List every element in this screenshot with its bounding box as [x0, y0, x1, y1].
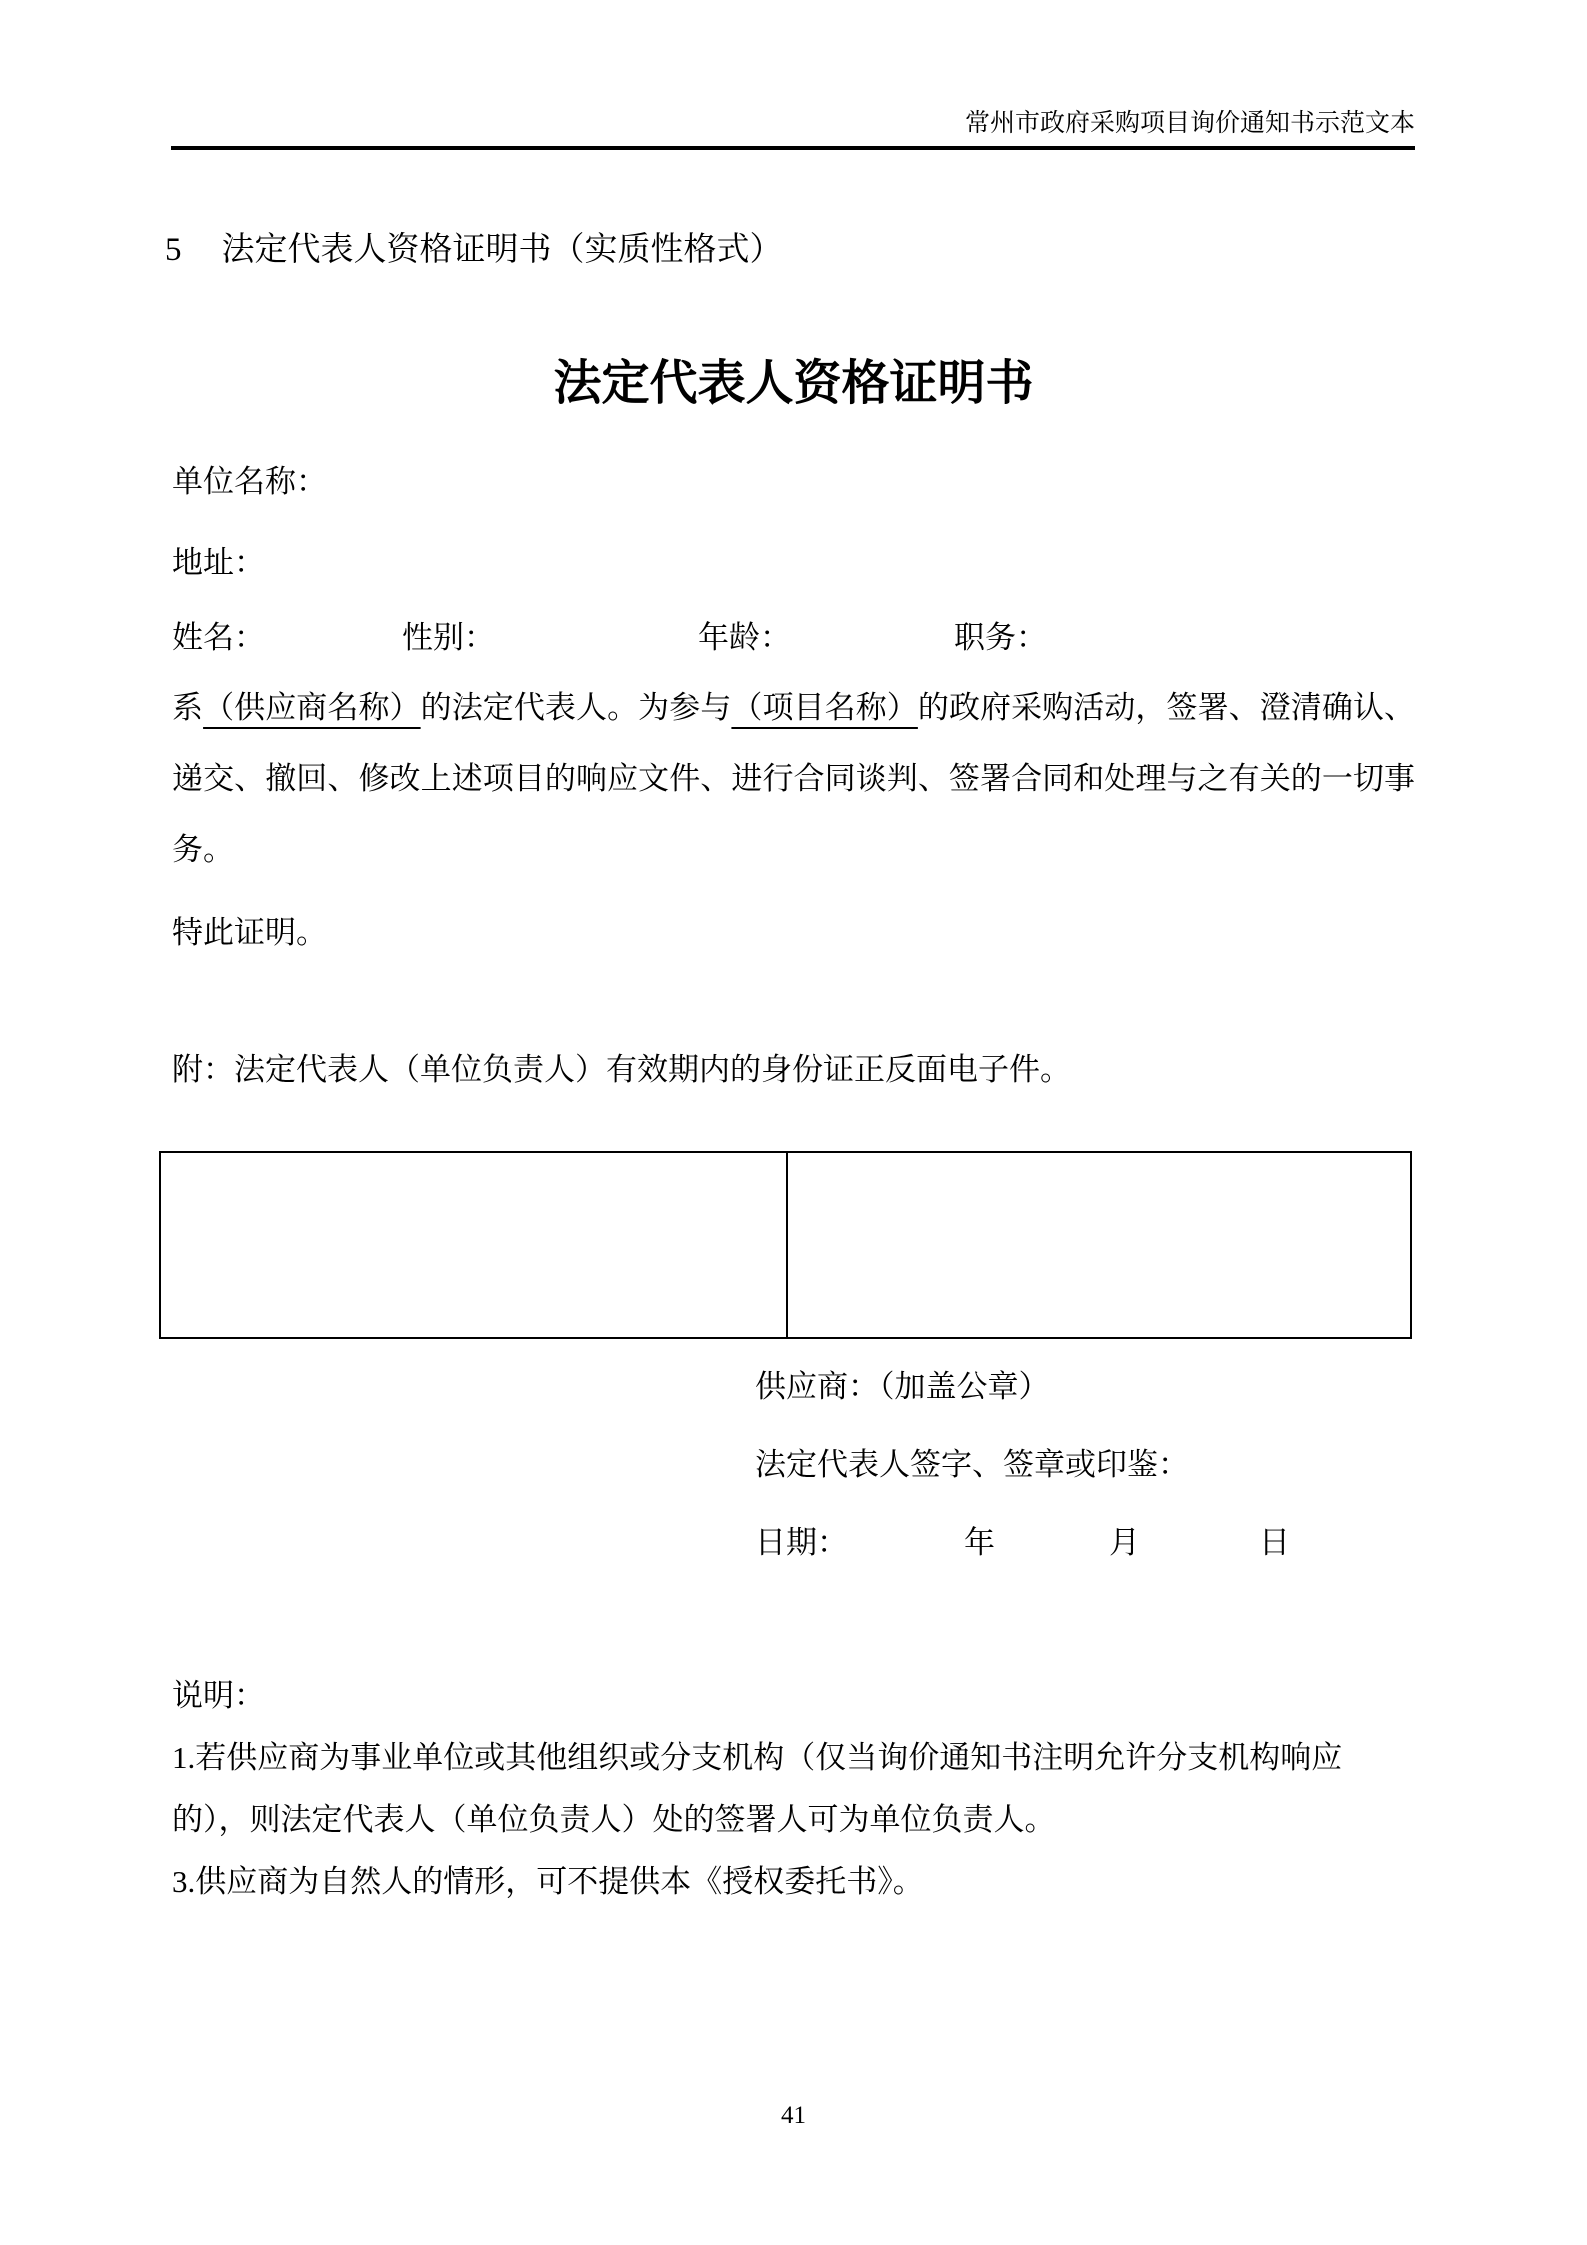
date-day-label: 日 [1259, 1525, 1290, 1560]
unit-name-label: 单位名称： [172, 464, 327, 499]
body-middle: 的法定代表人。为参与 [420, 690, 732, 725]
note-1-line-2: 的），则法定代表人（单位负责人）处的签署人可为单位负责人。 [172, 1802, 1056, 1837]
note-3: 3.供应商为自然人的情形，可不提供本《授权委托书》。 [172, 1864, 924, 1899]
section-heading [165, 230, 783, 270]
address-label: 地址： [172, 545, 265, 580]
page-header-text: 常州市政府采购项目询价通知书示范文本 [964, 110, 1415, 137]
page-number: 41 [781, 2102, 806, 2129]
age-label: 年龄： [698, 620, 791, 655]
id-card-back-cell [788, 1153, 1411, 1337]
certificate-title: 法定代表人资格证明书 [553, 357, 1034, 410]
id-card-front-cell [161, 1153, 788, 1337]
notes-label: 说明： [172, 1678, 265, 1713]
body-tail: 的政府采购活动，签署、澄清确认、递交、撤回、修改上述项目的响应文件、进行合同谈判、签署合同和处理与之有关的一切事务。 [172, 690, 1416, 867]
date-year-label: 年 [964, 1525, 995, 1560]
date-label: 日期： [755, 1525, 848, 1560]
supplier-seal-line: 供应商：（加盖公章） [755, 1369, 1050, 1404]
attachment-note: 附：法定代表人（单位负责人）有效期内的身份证正反面电子件。 [172, 1052, 1071, 1087]
project-name-blank: （项目名称） [731, 690, 918, 725]
header-rule [171, 146, 1415, 150]
section-title: 法定代表人资格证明书（实质性格式） [221, 232, 783, 268]
note-1-line-1: 1.若供应商为事业单位或其他组织或分支机构（仅当询价通知书注明允许分支机构响应 [172, 1740, 1343, 1775]
closing-statement: 特此证明。 [172, 915, 327, 950]
position-label: 职务： [954, 620, 1047, 655]
certificate-body-paragraph [172, 672, 1415, 885]
date-month-label: 月 [1109, 1525, 1140, 1560]
name-label: 姓名： [172, 620, 265, 655]
supplier-name-blank: （供应商名称） [203, 690, 421, 725]
gender-label: 性别： [402, 620, 495, 655]
legal-rep-signature-line: 法定代表人签字、签章或印鉴： [755, 1447, 1189, 1482]
id-card-table [159, 1151, 1412, 1339]
body-lead: 系 [172, 690, 204, 725]
section-number: 5 [165, 232, 182, 268]
